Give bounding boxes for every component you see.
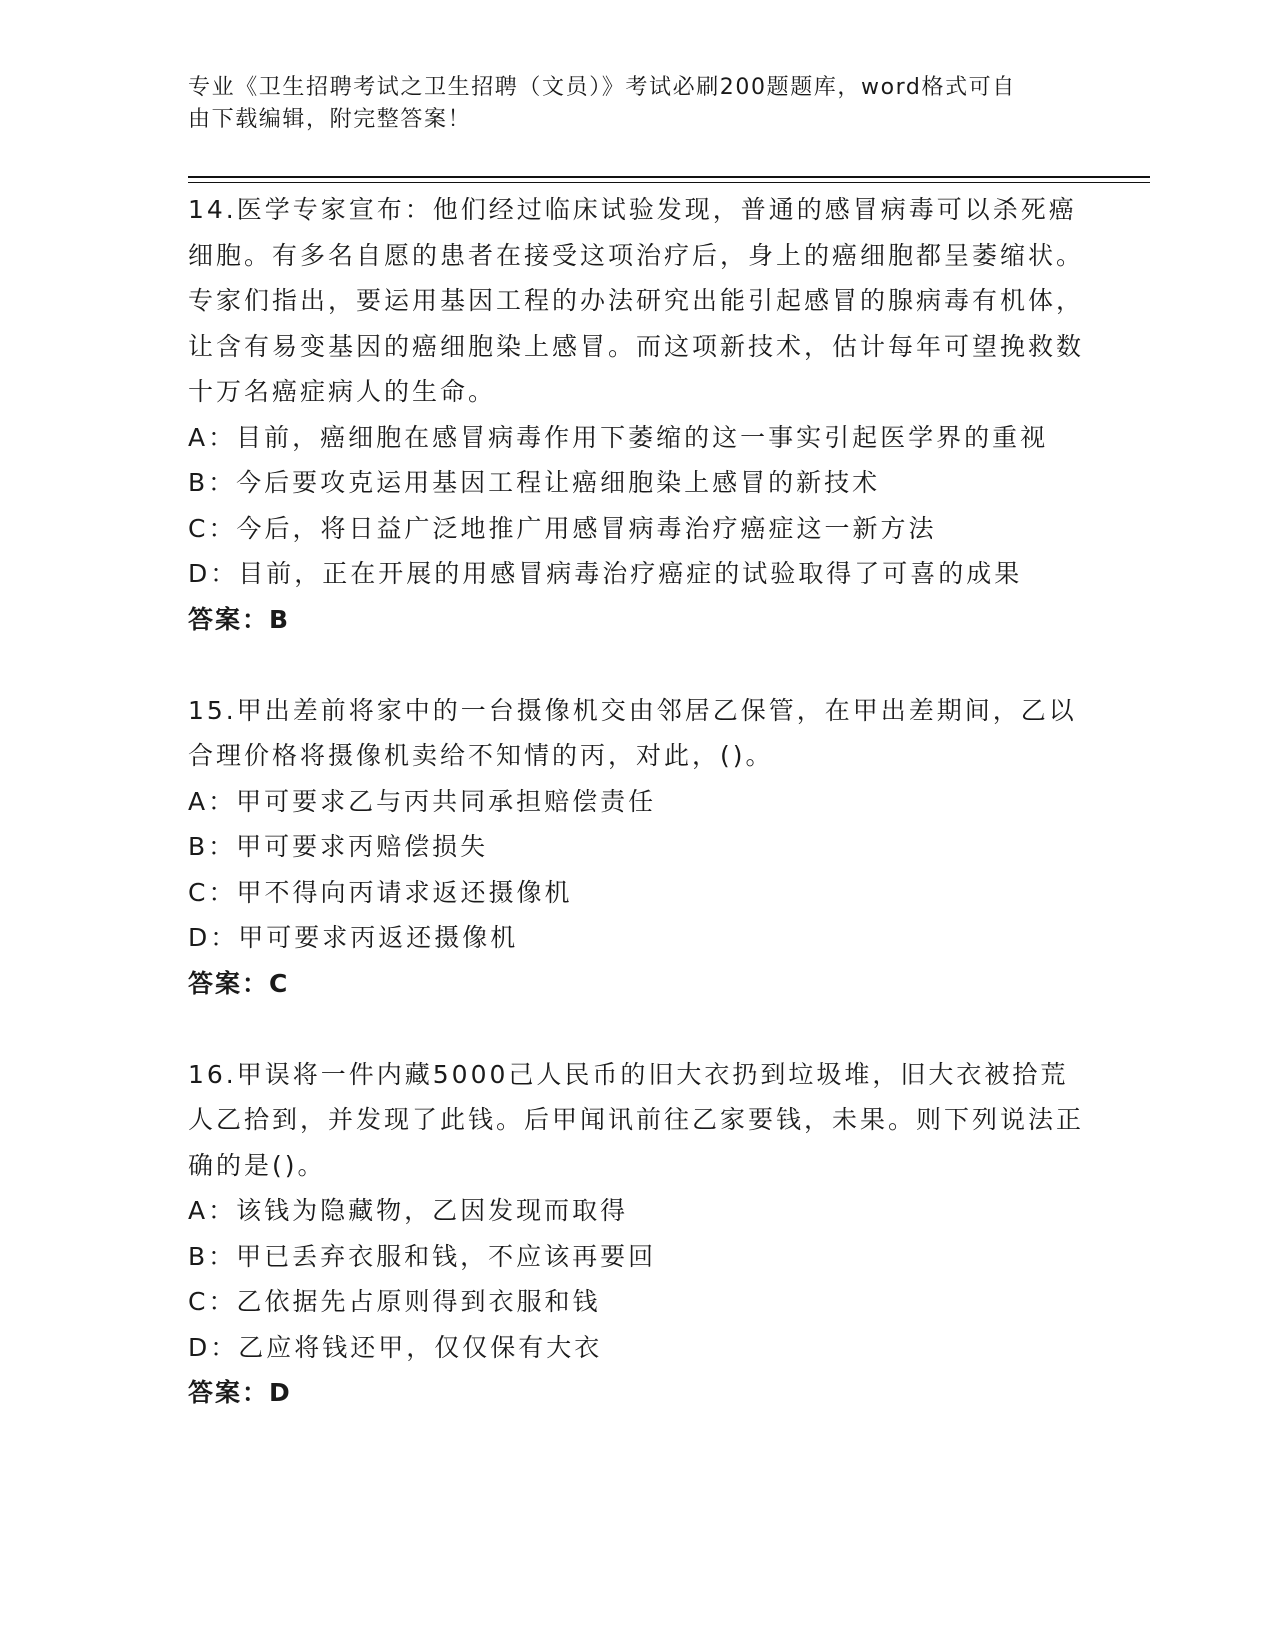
question-16 — [188, 1052, 1088, 1416]
option-c: C：乙依据先占原则得到衣服和钱 — [188, 1287, 601, 1316]
option-b: B：甲可要求丙赔偿损失 — [188, 832, 489, 861]
header-divider-thin — [188, 182, 1150, 183]
option-d: D：甲可要求丙返还摄像机 — [188, 923, 519, 952]
header-line-1: 专业《卫生招聘考试之卫生招聘（文员）》考试必刷200题题库，word格式可自 — [188, 75, 1016, 100]
answer-label: 答案：B — [188, 604, 291, 634]
question-text: 16.甲误将一件内藏5000己人民币的旧大衣扔到垃圾堆，旧大衣被拾荒人乙拾到，并发现了此钱。后甲闻讯前往乙家要钱，未果。则下列说法正确的是()。 — [188, 1059, 1085, 1180]
option-c: C：甲不得向丙请求返还摄像机 — [188, 877, 573, 907]
answer-label: 答案：D — [188, 1378, 292, 1407]
option-a: A：该钱为隐藏物，乙因发现而取得 — [188, 1196, 629, 1225]
question-text: 15.甲出差前将家中的一台摄像机交由邻居乙保管，在甲出差期间，乙以合理价格将摄像机卖给不知情的丙，对此，()。 — [188, 695, 1077, 770]
question-15 — [188, 688, 1088, 1007]
header-divider-thick — [188, 176, 1150, 178]
option-d: D：目前，正在开展的用感冒病毒治疗癌症的试验取得了可喜的成果 — [188, 559, 1023, 588]
option-a: A：甲可要求乙与丙共同承担赔偿责任 — [188, 786, 657, 816]
option-c: C：今后，将日益广泛地推广用感冒病毒治疗癌症这一新方法 — [188, 513, 937, 543]
option-b: B：今后要攻克运用基因工程让癌细胞染上感冒的新技术 — [188, 468, 881, 497]
option-b: B：甲已丢弃衣服和钱，不应该再要回 — [188, 1241, 657, 1271]
option-d: D：乙应将钱还甲，仅仅保有大衣 — [188, 1332, 603, 1362]
page-header — [188, 72, 1068, 136]
answer-label: 答案：C — [188, 968, 290, 998]
header-line-2: 由下载编辑，附完整答案！ — [188, 107, 472, 132]
question-list — [188, 187, 1088, 1461]
question-text: 14.医学专家宣布：他们经过临床试验发现，普通的感冒病毒可以杀死癌细胞。有多名自愿的患者在接受这项治疗后，身上的癌细胞都呈萎缩状。专家们指出，要运用基因工程的办法研究出能引起感冒的腺病毒有机体，让含有易变基因的癌细胞染上感冒。而这项新技术，估计每年可望挽救数十万名癌症病人的生命。 — [188, 195, 1085, 406]
option-a: A：目前，癌细胞在感冒病毒作用下萎缩的这一事实引起医学界的重视 — [188, 422, 1049, 452]
question-14 — [188, 187, 1088, 642]
